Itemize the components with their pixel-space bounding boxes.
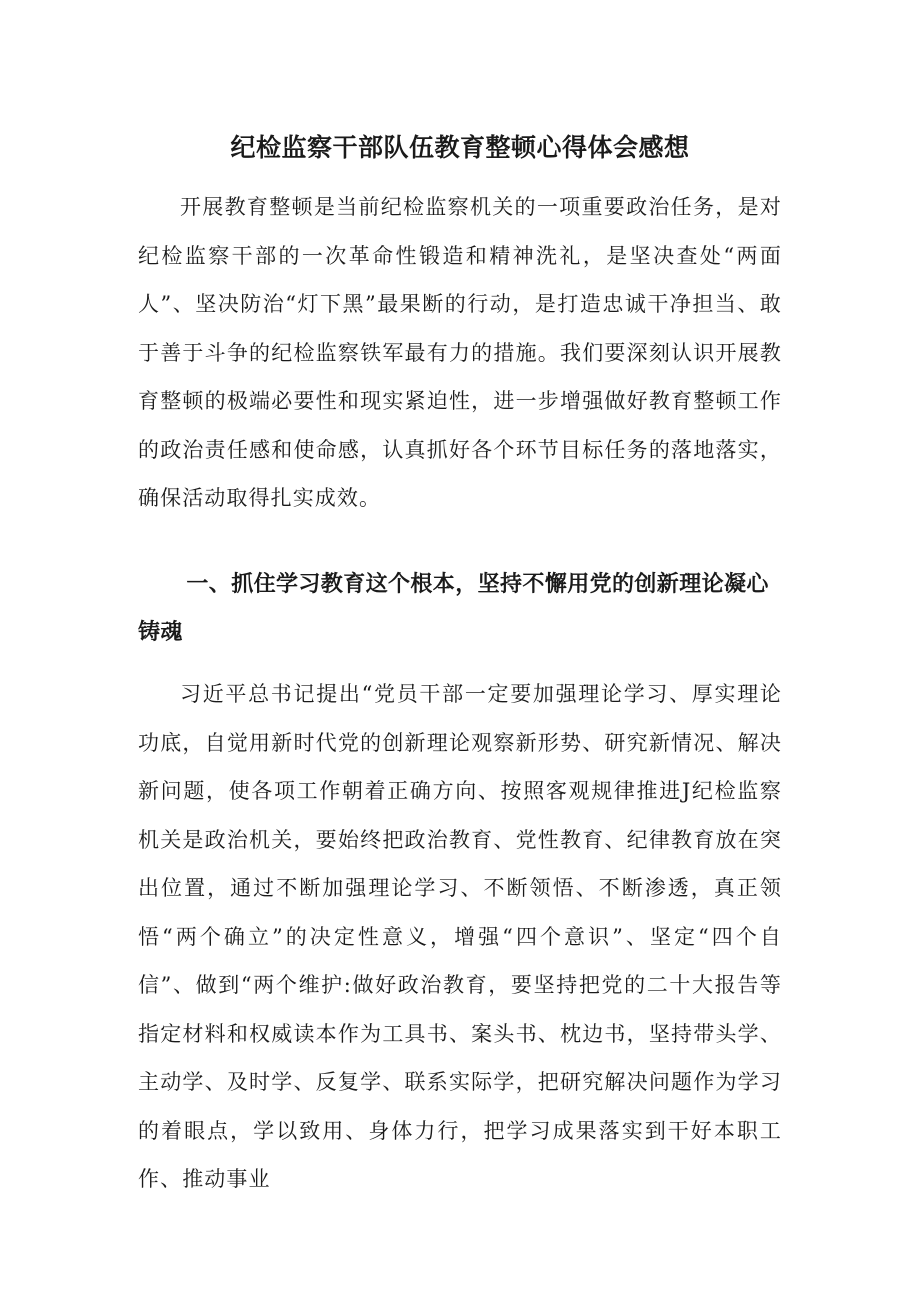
- intro-paragraph: 开展教育整顿是当前纪检监察机关的一项重要政治任务，是对纪检监察干部的一次革命性锻造和精神洗礼，是坚决查处“两面人”、坚决防治“灯下黑”最果断的行动，是打造忠诚干净担当、敢于善于斗争的纪检监察铁军最有力的措施。我们要深刻认识开展教育整顿的极端必要性和现实紧迫性，进一步增强做好教育整顿工作的政治责任感和使命感，认真抓好各个环节目标任务的落地落实，确保活动取得扎实成效。: [138, 195, 782, 510]
- document-title: 纪检监察干部队伍教育整顿心得体会感想: [230, 133, 690, 162]
- section-heading-1: 一、抓住学习教育这个根本，坚持不懈用党的创新理论凝心铸魂: [138, 572, 769, 645]
- section-1-paragraph: 习近平总书记提出“党员干部一定要加强理论学习、厚实理论功底，自觉用新时代党的创新理论观察新形势、研究新情况、解决新问题，使各项工作朝着正确方向、按照客观规律推进J纪检监察机关是政治机关，要始终把政治教育、党性教育、纪律教育放在突出位置，通过不断加强理论学习、不断领悟、不断渗透，真正领悟“两个确立”的决定性意义，增强“四个意识”、坚定“四个自信”、做到“两个维护:做好政治教育，要坚持把党的二十大报告等指定材料和权威读本作为工具书、案头书、枕边书，坚持带头学、主动学、及时学、反复学、联系实际学，把研究解决问题作为学习的着眼点，学以致用、身体力行，把学习成果落实到干好本职工作、推动事业: [138, 682, 782, 1191]
